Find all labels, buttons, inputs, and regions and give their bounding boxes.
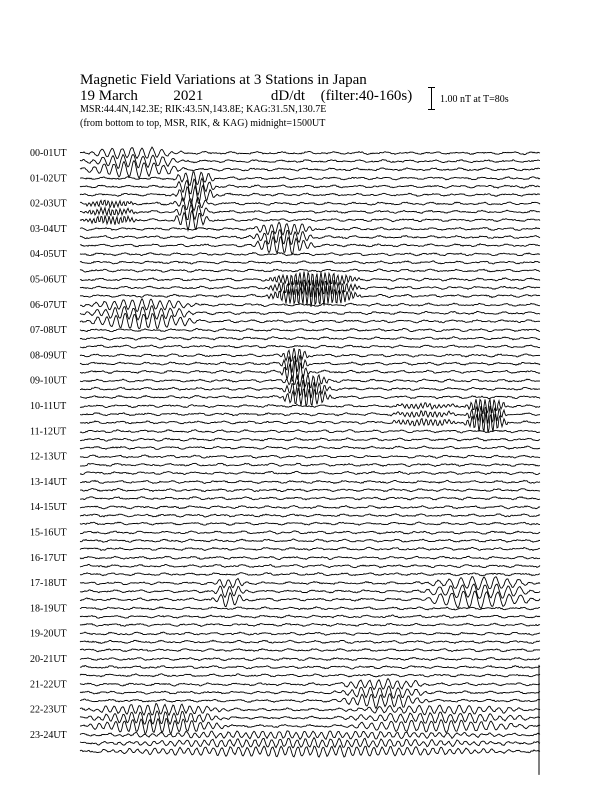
trace-msr: [80, 345, 540, 348]
trace-msr: [80, 674, 540, 677]
trace-kag: [80, 480, 540, 483]
hour-label: 09-10UT: [30, 375, 67, 387]
trace-order-note: (from bottom to top, MSR, RIK, & KAG) midnight=1500UT: [80, 118, 326, 129]
trace-msr: [80, 649, 540, 652]
trace-rik: [80, 178, 540, 195]
hour-label: 07-08UT: [30, 325, 67, 337]
trace-kag: [80, 531, 540, 534]
trace-kag: [80, 632, 540, 635]
trace-rik: [80, 306, 540, 320]
scale-label: 1.00 nT at T=80s: [440, 94, 509, 105]
station-coordinates: MSR:44.4N,142.3E; RIK:43.5N,143.8E; KAG:31.5N,130.7E: [80, 104, 327, 115]
trace-kag: [80, 328, 540, 331]
trace-rik: [80, 463, 540, 466]
date-year: 2021: [173, 88, 204, 104]
trace-kag: [80, 577, 540, 590]
trace-rik: [80, 261, 540, 264]
trace-msr: [80, 269, 540, 272]
trace-rik: [80, 640, 540, 643]
trace-kag: [80, 253, 540, 256]
trace-kag: [80, 731, 540, 739]
hour-label: 21-22UT: [30, 679, 67, 691]
trace-rik: [80, 584, 540, 598]
trace-msr: [80, 446, 540, 449]
quantity-label: dD/dt: [270, 88, 306, 104]
trace-rik: [80, 514, 540, 517]
hour-label: 18-19UT: [30, 603, 67, 615]
trace-kag: [80, 657, 540, 660]
trace-kag: [80, 506, 540, 509]
trace-kag: [80, 348, 540, 362]
hour-label: 22-23UT: [30, 704, 67, 716]
filter-label: (filter:40-160s): [320, 88, 413, 104]
hour-label: 01-02UT: [30, 173, 67, 185]
trace-rik: [80, 686, 540, 698]
trace-kag: [80, 455, 540, 458]
trace-rik: [80, 539, 540, 542]
hour-label: 15-16UT: [30, 527, 67, 539]
hour-label: 11-12UT: [30, 426, 67, 438]
trace-kag: [80, 430, 540, 433]
hour-label: 12-13UT: [30, 451, 67, 463]
trace-rik: [80, 666, 540, 669]
trace-rik: [80, 738, 540, 748]
trace-kag: [80, 556, 540, 559]
hour-label: 16-17UT: [30, 552, 67, 564]
chart-title: Magnetic Field Variations at 3 Stations in Japan: [80, 72, 367, 88]
hour-label: 19-20UT: [30, 628, 67, 640]
hour-label: 08-09UT: [30, 350, 67, 362]
hour-label: 04-05UT: [30, 249, 67, 261]
trace-msr: [80, 471, 540, 474]
hour-label: 17-18UT: [30, 578, 67, 590]
trace-msr: [80, 573, 540, 576]
trace-msr: [80, 522, 540, 525]
trace-rik: [80, 204, 540, 219]
trace-msr: [80, 547, 540, 550]
hour-label: 06-07UT: [30, 299, 67, 311]
trace-rik: [80, 155, 540, 169]
trace-rik: [80, 615, 540, 618]
trace-rik: [80, 337, 540, 340]
trace-kag: [80, 222, 540, 235]
trace-rik: [80, 230, 540, 245]
hour-label: 13-14UT: [30, 476, 67, 488]
hour-label: 03-04UT: [30, 223, 67, 235]
hour-label: 14-15UT: [30, 502, 67, 514]
date-day-month: 19 March: [80, 88, 138, 104]
hour-label: 05-06UT: [30, 274, 67, 286]
trace-msr: [80, 497, 540, 500]
trace-kag: [80, 374, 540, 388]
hour-label: 02-03UT: [30, 198, 67, 210]
trace-rik: [80, 488, 540, 491]
trace-kag: [80, 147, 540, 159]
trace-kag: [80, 197, 540, 210]
trace-msr: [80, 623, 540, 626]
trace-kag: [80, 299, 540, 312]
trace-msr: [80, 591, 540, 608]
trace-kag: [80, 272, 540, 288]
trace-kag: [80, 607, 540, 610]
trace-msr: [80, 237, 540, 255]
trace-rik: [80, 564, 540, 567]
trace-rik: [80, 438, 540, 441]
trace-kag: [80, 679, 540, 690]
trace-msr: [80, 161, 540, 179]
hour-label: 10-11UT: [30, 401, 67, 412]
trace-msr: [80, 719, 540, 734]
trace-rik: [80, 355, 540, 372]
hour-label: 23-24UT: [30, 729, 67, 741]
hour-label: 00-01UT: [30, 148, 67, 159]
trace-kag: [80, 172, 540, 186]
hour-label: 20-21UT: [30, 654, 67, 665]
